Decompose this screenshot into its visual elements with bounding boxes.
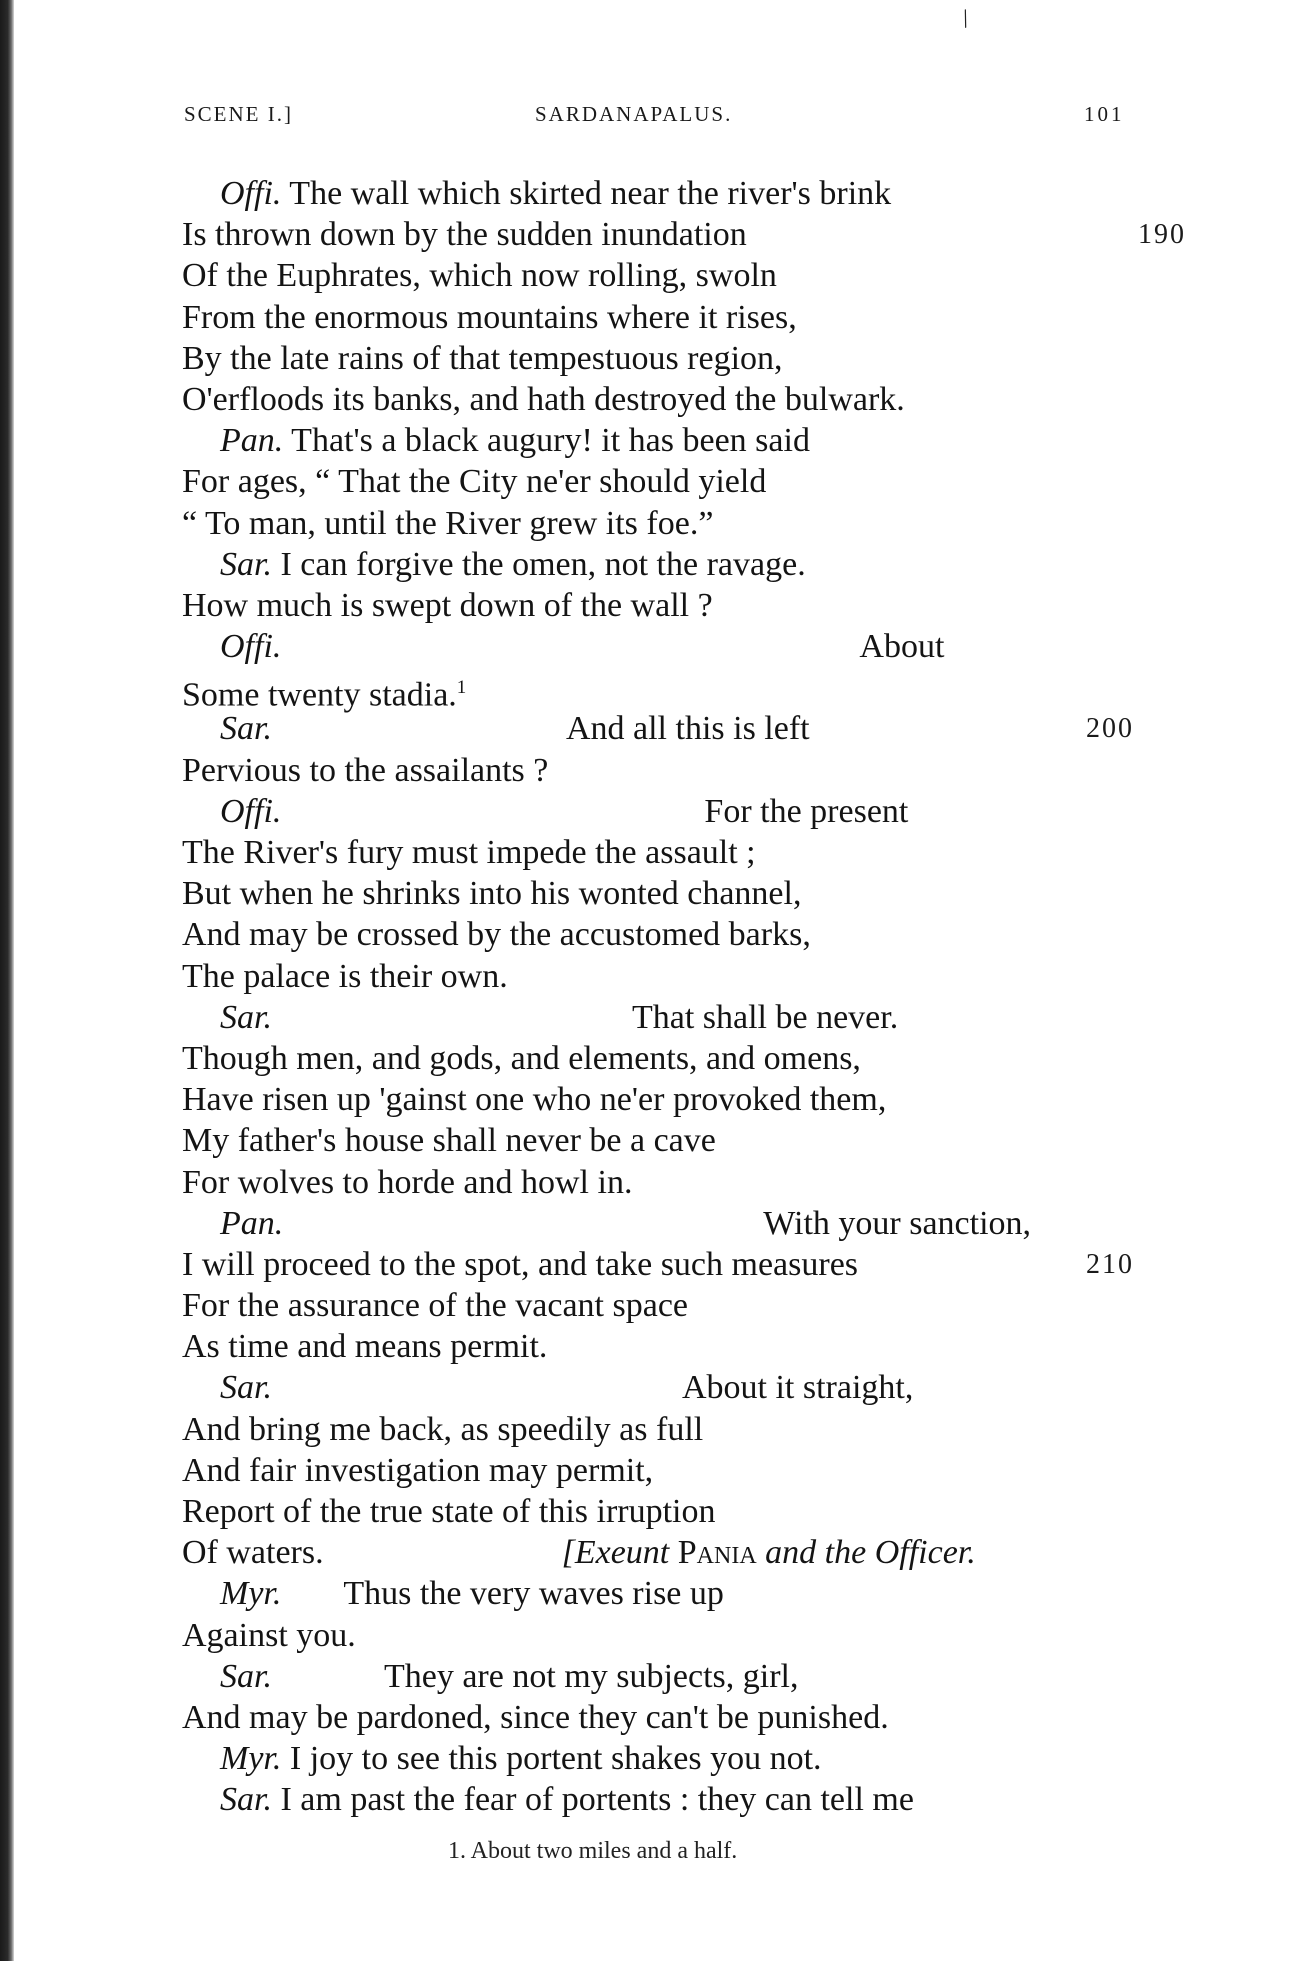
line-text: For wolves to horde and howl in. [182,1163,633,1201]
verse-line [182,873,1142,914]
line-text: I can forgive the omen, not the ravage. [280,545,806,583]
line-number: 200 [1086,713,1134,745]
speaker-name: Sar. [220,710,272,748]
running-header-title: SARDANAPALUS. [535,102,733,126]
speaker-name: Pan. [220,1204,284,1242]
verse-line [182,544,1142,585]
line-text: Pervious to the assailants ? [182,751,549,789]
verse-line [182,1162,1142,1203]
verse-line [182,1079,1142,1120]
line-text: My father's house shall never be a cave [182,1122,716,1160]
verse-text [182,173,1186,1821]
verse-line [182,1532,1142,1573]
line-text: I will proceed to the spot, and take such measures [182,1245,859,1283]
corner-mark: / [957,3,974,34]
line-text: Some twenty stadia. [182,676,457,714]
line-text: How much is swept down of the wall ? [182,586,713,624]
stage-direction-rest: and the Officer. [765,1534,976,1572]
line-number: 190 [1138,219,1186,251]
verse-line [182,461,1142,502]
line-text: Of waters. [182,1534,324,1572]
speaker-name: Sar. [220,1369,272,1407]
line-text: For the present [704,792,909,830]
line-text: With your sanction, [763,1204,1032,1242]
verse-line [182,956,1142,997]
speaker-name: Sar. [220,1657,272,1695]
verse-line [182,1367,1142,1408]
line-text: And may be crossed by the accustomed barks, [182,916,811,954]
line-text: And may be pardoned, since they can't be punished. [182,1698,889,1736]
verse-line [182,1038,1142,1079]
speaker-name: Offi. [220,792,282,830]
verse-line [182,750,1142,791]
verse-line [182,338,1142,379]
verse-line [182,1450,1142,1491]
page-number: 101 [1084,102,1125,126]
line-text: That shall be never. [631,998,899,1036]
verse-line [182,1738,1142,1779]
speaker-name: Myr. [220,1575,282,1613]
speaker-name: Offi. [220,175,282,212]
line-text: That's a black augury! it has been said [291,422,810,460]
verse-line [182,1697,1142,1738]
verse-line [182,1615,1142,1656]
line-text: And fair investigation may permit, [182,1451,654,1489]
verse-line [182,1491,1142,1532]
verse-line [182,1244,1142,1285]
verse-line [182,997,1142,1038]
footnote: 1. About two miles and a half. [448,1838,738,1864]
speaker-name: Sar. [220,1781,272,1819]
speaker-name: Sar. [220,545,272,583]
speaker-name: Offi. [220,628,282,666]
verse-line [182,832,1142,873]
verse-line [182,1656,1142,1697]
line-text: Though men, and gods, and elements, and omens, [182,1039,861,1077]
line-text: Report of the true state of this irruption [182,1493,716,1530]
verse-line [182,255,1142,296]
line-text: About it straight, [681,1369,914,1407]
line-text: As time and means permit. [182,1328,548,1366]
speaker-name: Sar. [220,998,272,1036]
line-text: I am past the fear of portents : they can tell me [280,1781,914,1819]
line-text: The wall which skirted near the river's brink [289,175,892,212]
verse-line [182,1285,1142,1326]
verse-line [182,420,1142,461]
verse-line [182,1120,1142,1161]
stage-direction-exeunt: [Exeunt [561,1534,670,1572]
line-text: The River's fury must impede the assault ; [182,834,756,871]
line-text: The palace is their own. [182,957,508,995]
running-header-scene: SCENE I.] [184,102,293,126]
verse-line [182,1573,1142,1614]
line-text: Thus the very waves rise up [343,1575,724,1613]
verse-line [182,914,1142,955]
speaker-name: Myr. [220,1740,282,1778]
line-text: About [859,628,945,666]
line-text: Have risen up 'gainst one who ne'er provoked them, [182,1081,887,1119]
verse-line [182,173,1142,214]
line-text: “ To man, until the River grew its foe.” [182,504,714,542]
line-text: O'erfloods its banks, and hath destroyed the bulwark. [182,380,905,418]
verse-line [182,1326,1142,1367]
book-binding-edge [0,0,14,1961]
verse-line [182,503,1142,544]
line-number: 210 [1086,1248,1134,1280]
line-text: By the late rains of that tempestuous region, [182,339,783,377]
line-text: Of the Euphrates, which now rolling, swoln [182,257,777,295]
line-text: And all this is left [565,710,810,748]
line-text: For the assurance of the vacant space [182,1287,688,1325]
verse-line [182,791,1142,832]
footnote-marker: 1 [456,677,467,699]
line-text: From the enormous mountains where it rises, [182,298,797,336]
line-text: Is thrown down by the sudden inundation [182,216,747,254]
line-text: But when he shrinks into his wonted channel, [182,875,802,913]
verse-line [182,1203,1142,1244]
line-text: For ages, “ That the City ne'er should yield [182,463,767,501]
verse-line [182,708,1142,749]
verse-line [182,297,1142,338]
verse-line [182,1779,1142,1820]
line-text: I joy to see this portent shakes you not. [289,1740,822,1778]
verse-line [182,585,1142,626]
verse-line [182,667,1142,714]
verse-line [182,214,1186,255]
line-text: Against you. [182,1616,356,1654]
line-text: And bring me back, as speedily as full [182,1410,704,1448]
stage-direction-name: Pania [677,1534,757,1572]
line-text: They are not my subjects, girl, [383,1657,799,1695]
verse-line [182,379,1142,420]
speaker-name: Pan. [220,422,284,460]
verse-line [182,1409,1142,1450]
verse-line [182,626,1142,667]
